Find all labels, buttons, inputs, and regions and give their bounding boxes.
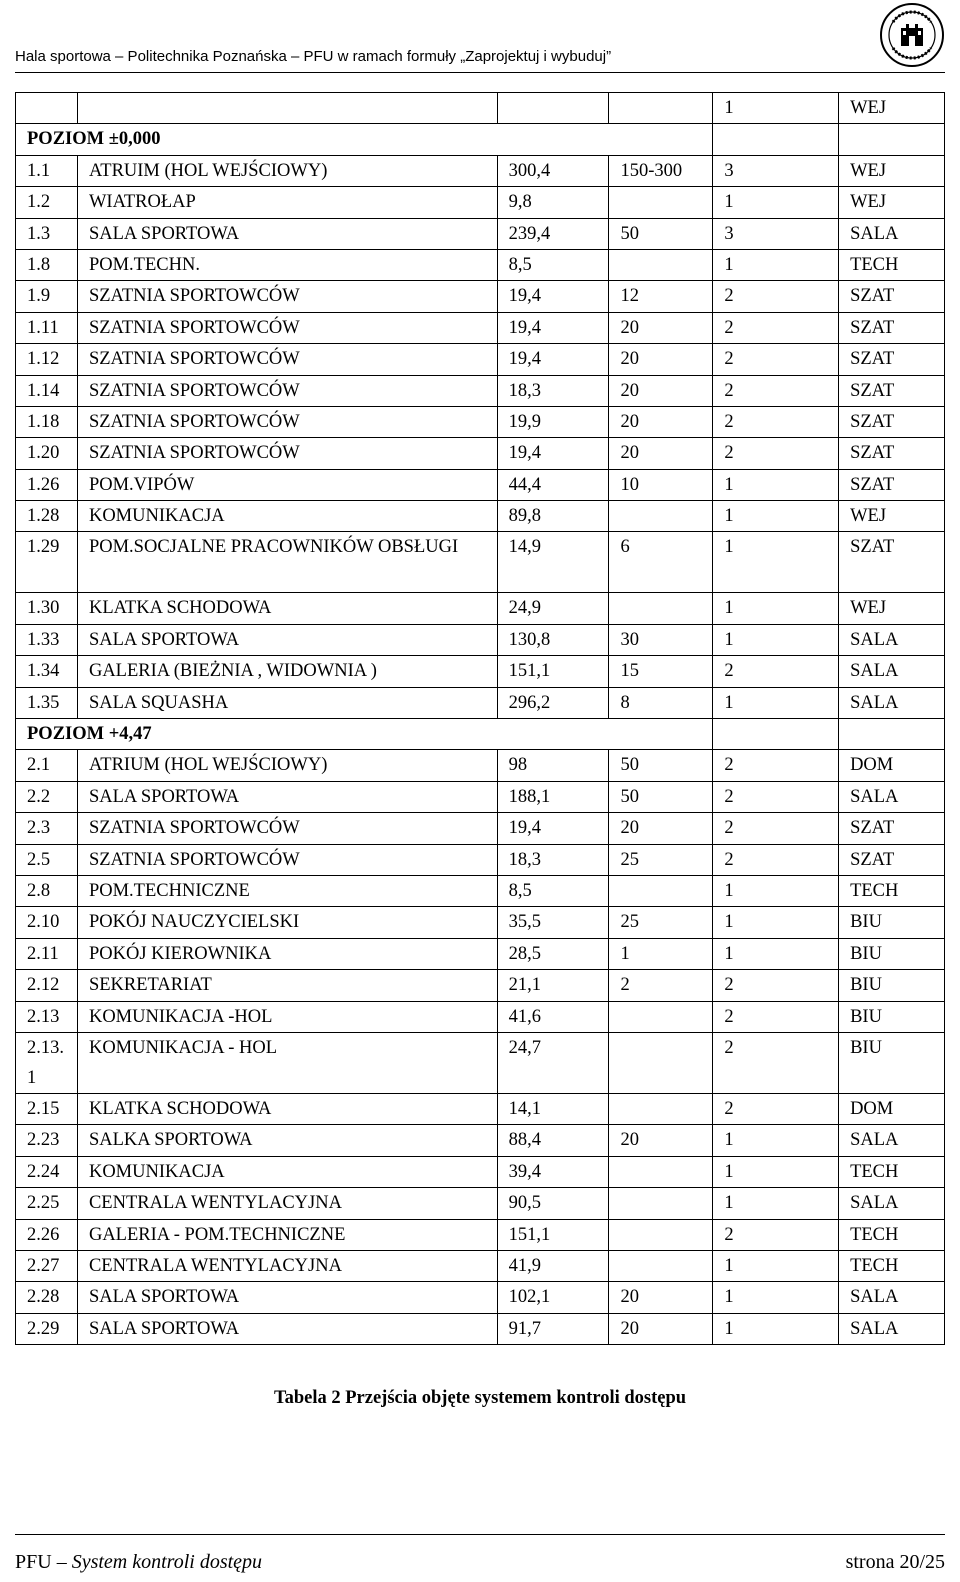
table-row xyxy=(16,781,945,812)
room-name-cell: POM.SOCJALNE PRACOWNIKÓW OBSŁUGI xyxy=(77,532,497,593)
table-row xyxy=(16,656,945,687)
room-name-cell: SZATNIA SPORTOWCÓW xyxy=(77,344,497,375)
occupancy-cell: 30 xyxy=(609,624,713,655)
area-cell: 18,3 xyxy=(497,844,609,875)
table-cell xyxy=(713,719,839,750)
level-label: POZIOM ±0,000 xyxy=(16,124,713,155)
zone-cell: SALA xyxy=(839,781,945,812)
zone-cell: SZAT xyxy=(839,813,945,844)
occupancy-cell: 20 xyxy=(609,375,713,406)
occupancy-cell: 50 xyxy=(609,218,713,249)
doors-cell: 1 xyxy=(713,1250,839,1281)
occupancy-cell: 12 xyxy=(609,281,713,312)
table-cell xyxy=(839,719,945,750)
zone-cell: BIU xyxy=(839,1001,945,1032)
room-name-cell: GALERIA (BIEŻNIA , WIDOWNIA ) xyxy=(77,656,497,687)
area-cell: 151,1 xyxy=(497,1219,609,1250)
area-cell: 8,5 xyxy=(497,875,609,906)
table-row xyxy=(16,438,945,469)
zone-cell: WEJ xyxy=(839,93,945,124)
room-number-cell: 2.12 xyxy=(16,970,78,1001)
area-cell: 19,4 xyxy=(497,438,609,469)
table-row xyxy=(16,281,945,312)
doors-cell: 1 xyxy=(713,1282,839,1313)
room-name-cell xyxy=(77,93,497,124)
page-footer xyxy=(15,1534,945,1575)
area-cell: 9,8 xyxy=(497,187,609,218)
table-row xyxy=(16,1156,945,1187)
room-name-cell: WIATROŁAP xyxy=(77,187,497,218)
area-cell: 41,9 xyxy=(497,1250,609,1281)
doors-cell: 2 xyxy=(713,1001,839,1032)
doors-cell: 2 xyxy=(713,813,839,844)
table-row xyxy=(16,1188,945,1219)
room-number-cell: 1.26 xyxy=(16,469,78,500)
room-name-cell: ATRUIM (HOL WEJŚCIOWY) xyxy=(77,155,497,186)
doors-cell: 1 xyxy=(713,469,839,500)
occupancy-cell: 20 xyxy=(609,438,713,469)
room-name-cell: POM.VIPÓW xyxy=(77,469,497,500)
table-row xyxy=(16,532,945,593)
zone-cell: WEJ xyxy=(839,501,945,532)
area-cell: 41,6 xyxy=(497,1001,609,1032)
zone-cell: TECH xyxy=(839,1219,945,1250)
occupancy-cell xyxy=(609,187,713,218)
occupancy-cell: 50 xyxy=(609,781,713,812)
zone-cell: SZAT xyxy=(839,438,945,469)
zone-cell: WEJ xyxy=(839,187,945,218)
room-number-cell: 2.8 xyxy=(16,875,78,906)
area-cell: 19,9 xyxy=(497,406,609,437)
area-cell: 24,7 xyxy=(497,1032,609,1093)
table-row xyxy=(16,312,945,343)
room-name-cell: KOMUNIKACJA - HOL xyxy=(77,1032,497,1093)
area-cell: 90,5 xyxy=(497,1188,609,1219)
zone-cell: SALA xyxy=(839,656,945,687)
area-cell: 28,5 xyxy=(497,938,609,969)
area-cell: 130,8 xyxy=(497,624,609,655)
room-name-cell: SALA SQUASHA xyxy=(77,687,497,718)
table-row xyxy=(16,1313,945,1344)
room-number-cell: 1.3 xyxy=(16,218,78,249)
doors-cell: 1 xyxy=(713,501,839,532)
zone-cell: BIU xyxy=(839,938,945,969)
occupancy-cell xyxy=(609,1032,713,1093)
occupancy-cell xyxy=(609,93,713,124)
table-row xyxy=(16,375,945,406)
area-cell: 14,9 xyxy=(497,532,609,593)
room-name-cell: POM.TECHNICZNE xyxy=(77,875,497,906)
zone-cell: SALA xyxy=(839,624,945,655)
room-number-cell: 1.30 xyxy=(16,593,78,624)
table-row xyxy=(16,1219,945,1250)
room-name-cell: SZATNIA SPORTOWCÓW xyxy=(77,281,497,312)
room-number-cell: 1.11 xyxy=(16,312,78,343)
occupancy-cell: 25 xyxy=(609,907,713,938)
room-number-cell: 2.26 xyxy=(16,1219,78,1250)
table-row xyxy=(16,155,945,186)
room-name-cell: KLATKA SCHODOWA xyxy=(77,593,497,624)
doors-cell: 2 xyxy=(713,281,839,312)
occupancy-cell xyxy=(609,1188,713,1219)
doors-cell: 2 xyxy=(713,1032,839,1093)
area-cell: 14,1 xyxy=(497,1093,609,1124)
room-name-cell: SALA SPORTOWA xyxy=(77,781,497,812)
area-cell: 21,1 xyxy=(497,970,609,1001)
zone-cell: SZAT xyxy=(839,844,945,875)
page-header xyxy=(15,0,945,73)
occupancy-cell: 20 xyxy=(609,344,713,375)
zone-cell: SZAT xyxy=(839,281,945,312)
area-cell: 102,1 xyxy=(497,1282,609,1313)
table-row xyxy=(16,1032,945,1093)
area-cell: 188,1 xyxy=(497,781,609,812)
room-number-cell: 1.12 xyxy=(16,344,78,375)
zone-cell: SALA xyxy=(839,687,945,718)
table-row xyxy=(16,844,945,875)
area-cell: 88,4 xyxy=(497,1125,609,1156)
room-number-cell: 2.25 xyxy=(16,1188,78,1219)
zone-cell: SZAT xyxy=(839,344,945,375)
room-number-cell: 1.8 xyxy=(16,249,78,280)
rooms-table xyxy=(15,92,945,1345)
table-cell xyxy=(713,124,839,155)
table-row xyxy=(16,750,945,781)
occupancy-cell: 20 xyxy=(609,813,713,844)
table-row xyxy=(16,469,945,500)
doors-cell: 1 xyxy=(713,532,839,593)
area-cell: 239,4 xyxy=(497,218,609,249)
area-cell: 18,3 xyxy=(497,375,609,406)
doors-cell: 2 xyxy=(713,375,839,406)
room-name-cell: SZATNIA SPORTOWCÓW xyxy=(77,406,497,437)
doors-cell: 1 xyxy=(713,249,839,280)
area-cell: 19,4 xyxy=(497,312,609,343)
level-row xyxy=(16,124,945,155)
room-name-cell: SALA SPORTOWA xyxy=(77,624,497,655)
doors-cell: 2 xyxy=(713,970,839,1001)
room-name-cell: SZATNIA SPORTOWCÓW xyxy=(77,312,497,343)
doors-cell: 1 xyxy=(713,1313,839,1344)
table-row xyxy=(16,344,945,375)
occupancy-cell: 10 xyxy=(609,469,713,500)
room-number-cell: 1.14 xyxy=(16,375,78,406)
occupancy-cell: 20 xyxy=(609,1125,713,1156)
room-name-cell: KOMUNIKACJA xyxy=(77,501,497,532)
room-name-cell: SZATNIA SPORTOWCÓW xyxy=(77,813,497,844)
doors-cell: 2 xyxy=(713,406,839,437)
level-row xyxy=(16,719,945,750)
occupancy-cell: 8 xyxy=(609,687,713,718)
room-number-cell: 2.2 xyxy=(16,781,78,812)
doors-cell: 1 xyxy=(713,687,839,718)
occupancy-cell xyxy=(609,875,713,906)
room-number-cell: 1.18 xyxy=(16,406,78,437)
area-cell: 300,4 xyxy=(497,155,609,186)
zone-cell: BIU xyxy=(839,1032,945,1093)
zone-cell: SZAT xyxy=(839,375,945,406)
occupancy-cell: 20 xyxy=(609,1282,713,1313)
room-name-cell: SEKRETARIAT xyxy=(77,970,497,1001)
table-row xyxy=(16,624,945,655)
zone-cell: SZAT xyxy=(839,532,945,593)
area-cell: 19,4 xyxy=(497,344,609,375)
room-number-cell: 2.27 xyxy=(16,1250,78,1281)
occupancy-cell xyxy=(609,501,713,532)
zone-cell: SALA xyxy=(839,218,945,249)
room-number-cell: 2.28 xyxy=(16,1282,78,1313)
room-name-cell: SZATNIA SPORTOWCÓW xyxy=(77,438,497,469)
table-row xyxy=(16,1125,945,1156)
area-cell: 296,2 xyxy=(497,687,609,718)
room-number-cell: 1.33 xyxy=(16,624,78,655)
room-name-cell: POM.TECHN. xyxy=(77,249,497,280)
room-number-cell: 1.2 xyxy=(16,187,78,218)
zone-cell: TECH xyxy=(839,1250,945,1281)
room-number-cell: 1.34 xyxy=(16,656,78,687)
room-number-cell: 1.20 xyxy=(16,438,78,469)
table-row xyxy=(16,813,945,844)
table-row xyxy=(16,593,945,624)
doors-cell: 2 xyxy=(713,1219,839,1250)
table-row xyxy=(16,875,945,906)
zone-cell: WEJ xyxy=(839,155,945,186)
zone-cell: TECH xyxy=(839,1156,945,1187)
occupancy-cell xyxy=(609,1093,713,1124)
room-name-cell: ATRIUM (HOL WEJŚCIOWY) xyxy=(77,750,497,781)
room-number-cell: 2.3 xyxy=(16,813,78,844)
level-label: POZIOM +4,47 xyxy=(16,719,713,750)
doors-cell: 2 xyxy=(713,1093,839,1124)
occupancy-cell: 6 xyxy=(609,532,713,593)
room-number-cell: 2.10 xyxy=(16,907,78,938)
table-caption: Tabela 2 Przejścia objęte systemem kontroli dostępu xyxy=(273,1388,687,1408)
doors-cell: 2 xyxy=(713,781,839,812)
doors-cell: 1 xyxy=(713,875,839,906)
table-row xyxy=(16,218,945,249)
table-row xyxy=(16,970,945,1001)
occupancy-cell: 50 xyxy=(609,750,713,781)
room-number-cell: 1.35 xyxy=(16,687,78,718)
doors-cell: 2 xyxy=(713,438,839,469)
occupancy-cell: 2 xyxy=(609,970,713,1001)
room-name-cell: KOMUNIKACJA xyxy=(77,1156,497,1187)
room-number-cell: 2.5 xyxy=(16,844,78,875)
zone-cell: SALA xyxy=(839,1188,945,1219)
zone-cell: SALA xyxy=(839,1313,945,1344)
room-name-cell: SALA SPORTOWA xyxy=(77,1313,497,1344)
room-number-cell xyxy=(16,93,78,124)
zone-cell: SZAT xyxy=(839,312,945,343)
area-cell: 151,1 xyxy=(497,656,609,687)
table-row xyxy=(16,907,945,938)
occupancy-cell xyxy=(609,593,713,624)
area-cell: 19,4 xyxy=(497,813,609,844)
zone-cell: BIU xyxy=(839,907,945,938)
room-number-cell: 2.24 xyxy=(16,1156,78,1187)
room-number-cell: 1.9 xyxy=(16,281,78,312)
doors-cell: 2 xyxy=(713,844,839,875)
room-number-cell: 2.11 xyxy=(16,938,78,969)
doors-cell: 2 xyxy=(713,656,839,687)
room-number-cell: 1.28 xyxy=(16,501,78,532)
doors-cell: 1 xyxy=(713,907,839,938)
room-name-cell: POKÓJ KIEROWNIKA xyxy=(77,938,497,969)
occupancy-cell: 20 xyxy=(609,406,713,437)
table-row xyxy=(16,406,945,437)
occupancy-cell xyxy=(609,249,713,280)
table-row xyxy=(16,93,945,124)
room-name-cell: POKÓJ NAUCZYCIELSKI xyxy=(77,907,497,938)
doors-cell: 1 xyxy=(713,93,839,124)
room-number-cell: 2.29 xyxy=(16,1313,78,1344)
doors-cell: 1 xyxy=(713,1125,839,1156)
doors-cell: 1 xyxy=(713,624,839,655)
area-cell: 91,7 xyxy=(497,1313,609,1344)
table-cell xyxy=(839,124,945,155)
table-row xyxy=(16,187,945,218)
occupancy-cell: 20 xyxy=(609,1313,713,1344)
room-number-cell: 2.23 xyxy=(16,1125,78,1156)
table-row xyxy=(16,1250,945,1281)
room-name-cell: KLATKA SCHODOWA xyxy=(77,1093,497,1124)
doors-cell: 1 xyxy=(713,1188,839,1219)
doors-cell: 1 xyxy=(713,187,839,218)
occupancy-cell xyxy=(609,1001,713,1032)
doors-cell: 1 xyxy=(713,938,839,969)
room-name-cell: SZATNIA SPORTOWCÓW xyxy=(77,375,497,406)
occupancy-cell: 20 xyxy=(609,312,713,343)
occupancy-cell: 15 xyxy=(609,656,713,687)
occupancy-cell xyxy=(609,1156,713,1187)
room-number-cell: 2.13 xyxy=(16,1001,78,1032)
area-cell: 98 xyxy=(497,750,609,781)
room-name-cell: CENTRALA WENTYLACYJNA xyxy=(77,1250,497,1281)
room-name-cell: SALA SPORTOWA xyxy=(77,1282,497,1313)
table-row xyxy=(16,249,945,280)
table-row xyxy=(16,687,945,718)
doors-cell: 2 xyxy=(713,750,839,781)
doors-cell: 3 xyxy=(713,218,839,249)
zone-cell: WEJ xyxy=(839,593,945,624)
university-logo xyxy=(879,2,945,68)
table-row xyxy=(16,1001,945,1032)
room-number-cell: 1.1 xyxy=(16,155,78,186)
room-number-cell: 2.1 xyxy=(16,750,78,781)
doors-cell: 2 xyxy=(713,312,839,343)
room-number-cell: 2.13. 1 xyxy=(16,1032,78,1093)
zone-cell: TECH xyxy=(839,249,945,280)
table-row xyxy=(16,501,945,532)
zone-cell: TECH xyxy=(839,875,945,906)
zone-cell: SZAT xyxy=(839,469,945,500)
room-name-cell: CENTRALA WENTYLACYJNA xyxy=(77,1188,497,1219)
room-name-cell: SALKA SPORTOWA xyxy=(77,1125,497,1156)
doors-cell: 2 xyxy=(713,344,839,375)
table-row xyxy=(16,938,945,969)
area-cell: 24,9 xyxy=(497,593,609,624)
area-cell xyxy=(497,93,609,124)
header-title: Hala sportowa – Politechnika Poznańska – PFU w ramach formuły „Zaprojektuj i wybuduj” xyxy=(15,48,612,65)
room-name-cell: GALERIA - POM.TECHNICZNE xyxy=(77,1219,497,1250)
area-cell: 44,4 xyxy=(497,469,609,500)
doors-cell: 1 xyxy=(713,593,839,624)
area-cell: 8,5 xyxy=(497,249,609,280)
footer-page-number: strona 20/25 xyxy=(845,1551,945,1573)
occupancy-cell: 1 xyxy=(609,938,713,969)
zone-cell: SALA xyxy=(839,1125,945,1156)
area-cell: 39,4 xyxy=(497,1156,609,1187)
area-cell: 19,4 xyxy=(497,281,609,312)
area-cell: 35,5 xyxy=(497,907,609,938)
occupancy-cell: 25 xyxy=(609,844,713,875)
table-row xyxy=(16,1282,945,1313)
room-name-cell: SALA SPORTOWA xyxy=(77,218,497,249)
room-number-cell: 2.15 xyxy=(16,1093,78,1124)
occupancy-cell: 150-300 xyxy=(609,155,713,186)
table-row xyxy=(16,1093,945,1124)
zone-cell: DOM xyxy=(839,750,945,781)
room-number-cell: 1.29 xyxy=(16,532,78,593)
zone-cell: BIU xyxy=(839,970,945,1001)
occupancy-cell xyxy=(609,1219,713,1250)
footer-document-title: PFU – System kontroli dostępu xyxy=(15,1551,263,1573)
room-name-cell: SZATNIA SPORTOWCÓW xyxy=(77,844,497,875)
occupancy-cell xyxy=(609,1250,713,1281)
room-name-cell: KOMUNIKACJA -HOL xyxy=(77,1001,497,1032)
doors-cell: 1 xyxy=(713,1156,839,1187)
doors-cell: 3 xyxy=(713,155,839,186)
zone-cell: DOM xyxy=(839,1093,945,1124)
area-cell: 89,8 xyxy=(497,501,609,532)
zone-cell: SZAT xyxy=(839,406,945,437)
zone-cell: SALA xyxy=(839,1282,945,1313)
